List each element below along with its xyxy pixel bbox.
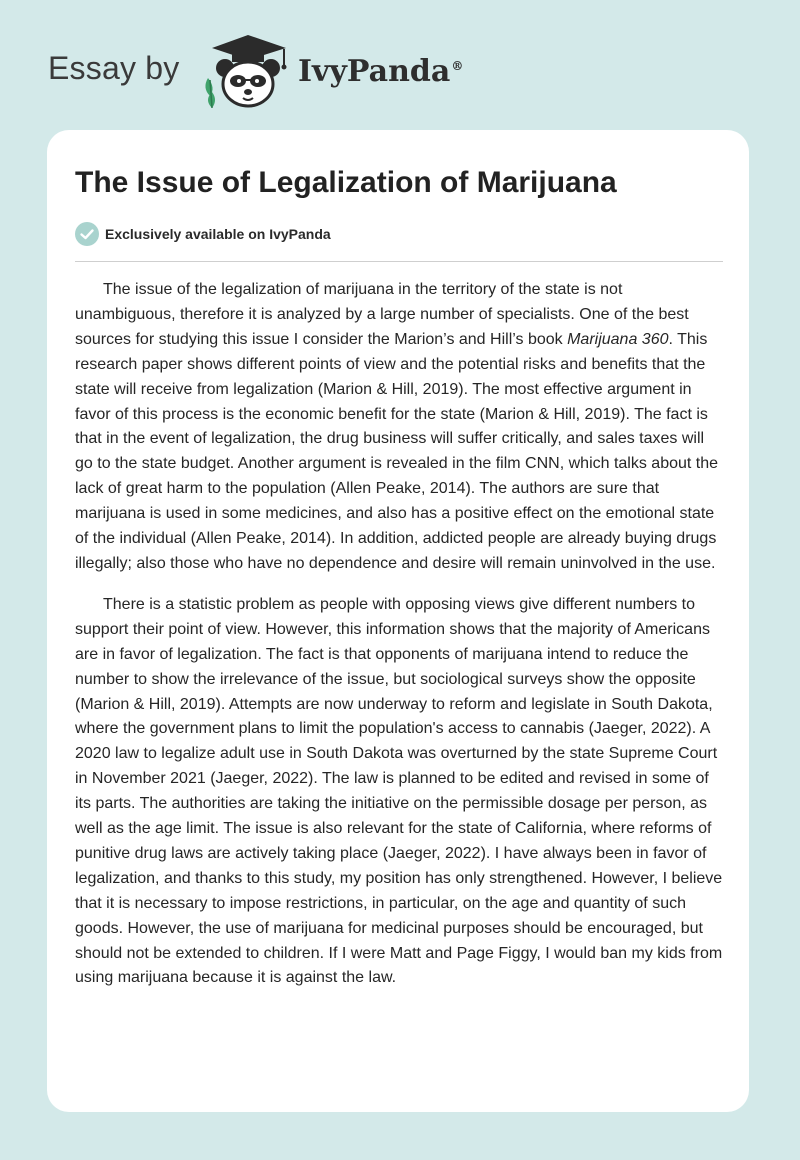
exclusive-badge <box>75 222 331 246</box>
paragraph-1 <box>75 278 725 577</box>
essay-body <box>75 278 725 1007</box>
paragraph-2: There is a statistic problem as people with opposing views give different numbers to support their point of view. However, this information shows that the majority of Americans are in favor of legalization. The fact is that opponents of marijuana intend to reduce the number to show the irrelevance of the issue, but sociological surveys show the opposite (Marion & Hill, 2019). Attempts are now underway to reform and legislate in South Dakota, where the government plans to limit the population's access to cannabis (Jaeger, 2022). A 2020 law to legalize adult use in South Dakota was overturned by the state Supreme Court in November 2021 (Jaeger, 2022). The law is planned to be edited and revised in some of its parts. The authorities are taking the initiative on the permissible dosage per person, as well as the age limit. The issue is also relevant for the state of California, where reforms of punitive drug laws are actively taking place (Jaeger, 2022). I have always been in favor of legalization, and thanks to this study, my position has only strengthened. However, I believe that it is necessary to impose restrictions, in particular, on the age and quantity of such goods. However, the use of marijuana for medicinal purposes should be encouraged, but should not be extended to children. If I were Matt and Page Figgy, I would ban my kids from using marijuana because it is against the law. <box>75 595 723 987</box>
brand-name[interactable]: IvyPanda® <box>298 54 464 89</box>
panda-graduate-logo-icon[interactable] <box>198 32 296 110</box>
site-header <box>0 0 800 130</box>
paragraph-1-text-start: The issue of the legalization of marijuana in the territory of the state is not unambiguous, therefore it is analyzed by a large number of specialists. One of the best sources for studying this issue I consider the Marion’s and Hill’s book <box>75 281 689 348</box>
divider <box>75 261 723 262</box>
essay-card <box>47 130 749 1112</box>
essay-title: The Issue of Legalization of Marijuana <box>75 166 617 199</box>
essay-by-label: Essay by <box>48 50 180 86</box>
exclusive-badge-label: Exclusively available on IvyPanda <box>105 226 331 242</box>
checkmark-circle-icon <box>75 222 99 246</box>
registered-mark: ® <box>451 59 464 73</box>
paragraph-1-text-end: . This research paper shows different points of view and the potential risks and benefits that the state will receive from legalization (Marion & Hill, 2019). The most effective argument in favor of this process is the economic benefit for the state (Marion & Hill, 2019). The fact is that in the event of legalization, the drug business will suffer critically, and sales taxes will go to the state budget. Another argument is revealed in the film CNN, which talks about the lack of great harm to the population (Allen Peake, 2014). The authors are sure that marijuana is used in some medicines, and also has a positive effect on the emotional state of the individual (Allen Peake, 2014). In addition, addicted people are already buying drugs illegally; also those who have no dependence and desire will remain uninvolved in the use. <box>75 330 719 572</box>
book-title: Marijuana 360 <box>567 330 669 348</box>
